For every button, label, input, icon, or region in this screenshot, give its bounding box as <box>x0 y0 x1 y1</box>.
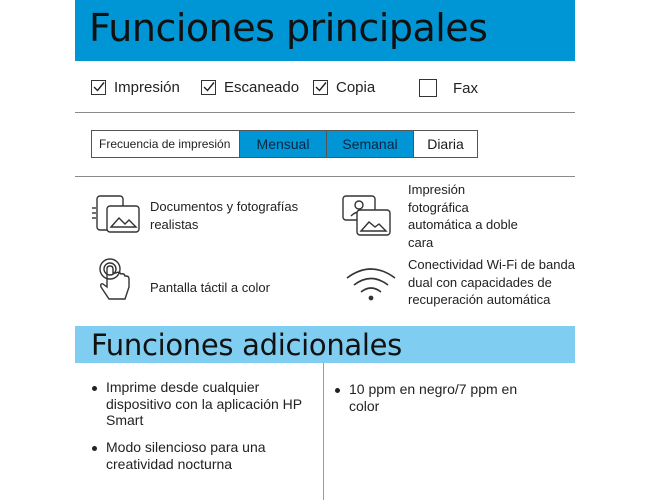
function-label: Fax <box>453 79 479 97</box>
function-label: Copia <box>336 79 376 96</box>
checkbox-checked-icon[interactable] <box>201 80 216 95</box>
page-title: Funciones principales <box>89 6 488 50</box>
function-print[interactable] <box>91 79 180 96</box>
checkbox-checked-icon[interactable] <box>91 80 106 95</box>
column-divider <box>323 363 324 500</box>
bullet-icon <box>92 446 97 451</box>
list-item: Imprime desde cualquier dispositivo con la aplicación HP Smart <box>106 379 321 429</box>
documents-photos-icon <box>91 194 141 241</box>
function-copy[interactable] <box>313 79 375 96</box>
function-label: Impresión <box>114 79 180 96</box>
additional-features-header <box>75 326 575 363</box>
divider <box>75 112 575 113</box>
frequency-option-weekly[interactable]: Semanal <box>327 131 414 157</box>
auto-duplex-photo-icon <box>341 194 393 243</box>
divider <box>75 176 575 177</box>
function-fax[interactable] <box>419 79 478 97</box>
checkbox-unchecked-icon[interactable] <box>419 79 437 97</box>
feature-touch-screen: Pantalla táctil a color <box>150 280 270 295</box>
frequency-label: Frecuencia de impresión <box>92 131 240 157</box>
section-title: Funciones adicionales <box>91 328 402 362</box>
frequency-option-daily[interactable]: Diaria <box>427 136 464 152</box>
function-scan[interactable] <box>201 79 299 96</box>
main-features-header <box>75 0 575 61</box>
feature-auto-duplex: Impresión fotográfica automática a doble cara <box>408 182 518 250</box>
wifi-icon <box>345 266 397 307</box>
list-item: Modo silencioso para una creatividad nocturna <box>106 439 321 472</box>
bullet-icon <box>92 386 97 391</box>
feature-wifi: Conectividad Wi-Fi de banda dual con capacidades de recuperación automática <box>408 257 575 307</box>
feature-documents-photos: Documentos y fotografías realistas <box>150 199 299 232</box>
list-item: 10 ppm en negro/7 ppm en color <box>349 381 549 414</box>
function-label: Escaneado <box>224 79 300 96</box>
checkbox-checked-icon[interactable] <box>313 80 328 95</box>
bullet-icon <box>335 388 340 393</box>
frequency-selector <box>91 130 478 158</box>
frequency-option-monthly[interactable]: Mensual <box>240 131 327 157</box>
touch-screen-icon <box>97 257 135 308</box>
